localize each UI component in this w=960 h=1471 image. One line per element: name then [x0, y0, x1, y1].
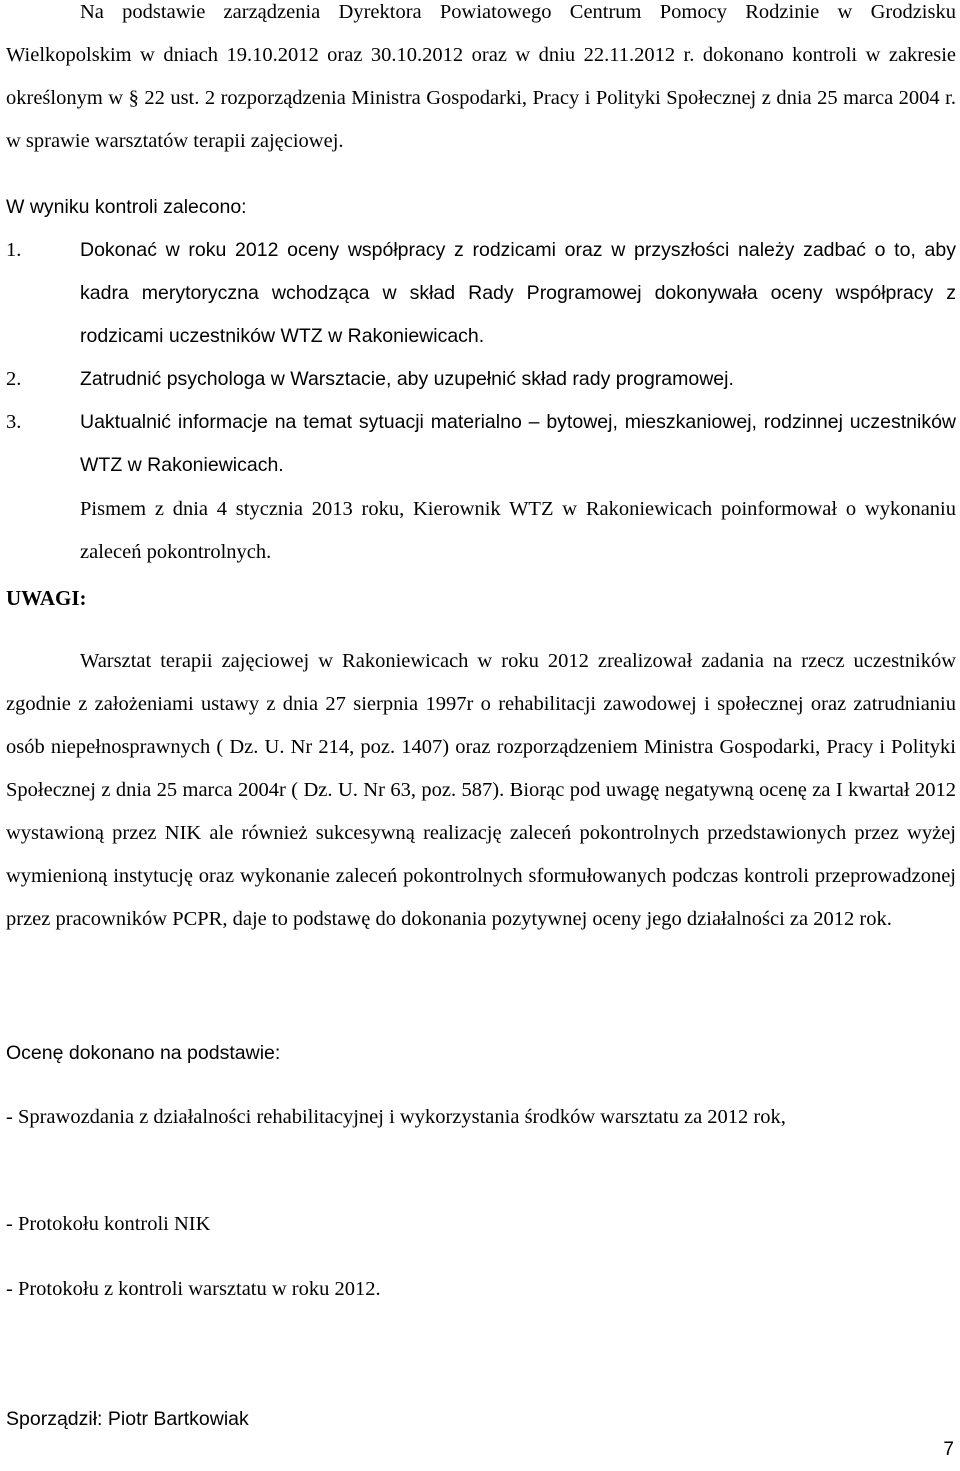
- list-item: [6, 358, 956, 401]
- intro-paragraph: Na podstawie zarządzenia Dyrektora Powiatowego Centrum Pomocy Rodzinie w Grodzisku Wielkopolskim w dniach 19.10.2012 oraz 30.10.2012 oraz w dniu 22.11.2012 r. dokonano kontroli w zakresie określonym w § 22 ust. 2 rozporządzenia Ministra Gospodarki, Pracy i Polityki Społecznej z dnia 25 marca 2004 r. w sprawie warsztatów terapii zajęciowej.: [6, 1, 956, 152]
- list-item-text: Uaktualnić informacje na temat sytuacji materialno – bytowej, mieszkaniowej, rodzinnej uczestników WTZ w Rakoniewicach.: [80, 411, 956, 476]
- signature: Sporządził: Piotr Bartkowiak: [6, 1408, 249, 1430]
- basis-heading: Ocenę dokonano na podstawie:: [6, 1042, 281, 1064]
- list-item-number: 2.: [6, 368, 22, 390]
- list-item: [6, 401, 956, 487]
- list-item-text: Dokonać w roku 2012 oceny współpracy z rodzicami oraz w przyszłości należy zadbać o to, aby kadra merytoryczna wchodząca w skład Rady Programowej dokonywała oceny współpracy z rodzicami uczestników WTZ w Rakoniewicach.: [80, 239, 956, 347]
- basis-item: - Sprawozdania z działalności rehabilitacyjnej i wykorzystania środków warsztatu za 2012 rok,: [6, 1106, 786, 1128]
- remarks-heading: UWAGI:: [6, 586, 87, 610]
- letter-note: Pismem z dnia 4 stycznia 2013 roku, Kierownik WTZ w Rakoniewicach poinformował o wykonaniu zaleceń pokontrolnych.: [80, 498, 956, 563]
- recommendations-list: [6, 229, 956, 487]
- basis-item: - Protokołu z kontroli warsztatu w roku 2012.: [6, 1278, 381, 1300]
- recommendations-heading: W wyniku kontroli zalecono:: [6, 196, 247, 218]
- list-item: [6, 229, 956, 358]
- page-number: 7: [943, 1439, 954, 1460]
- remarks-paragraph: Warsztat terapii zajęciowej w Rakoniewicach w roku 2012 zrealizował zadania na rzecz uczestników zgodnie z założeniami ustawy z dnia 27 sierpnia 1997r o rehabilitacji zawodowej i społecznej oraz zatrudnianiu osób niepełnosprawnych ( Dz. U. Nr 214, poz. 1407) oraz rozporządzeniem Ministra Gospodarki, Pracy i Polityki Społecznej z dnia 25 marca 2004r ( Dz. U. Nr 63, poz. 587). Biorąc pod uwagę negatywną ocenę za I kwartał 2012 wystawioną przez NIK ale również sukcesywną realizację zaleceń pokontrolnych przedstawionych przez wyżej wymienioną instytucję oraz wykonanie zaleceń pokontrolnych sformułowanych podczas kontroli przeprowadzonej przez pracowników PCPR, daje to podstawę do dokonania pozytywnej oceny jego działalności za 2012 rok.: [6, 650, 956, 930]
- document-page: [6, 0, 956, 1460]
- basis-item: - Protokołu kontroli NIK: [6, 1213, 211, 1235]
- list-item-text: Zatrudnić psychologa w Warsztacie, aby uzupełnić skład rady programowej.: [80, 368, 734, 390]
- list-item-number: 3.: [6, 411, 22, 433]
- list-item-number: 1.: [6, 239, 22, 261]
